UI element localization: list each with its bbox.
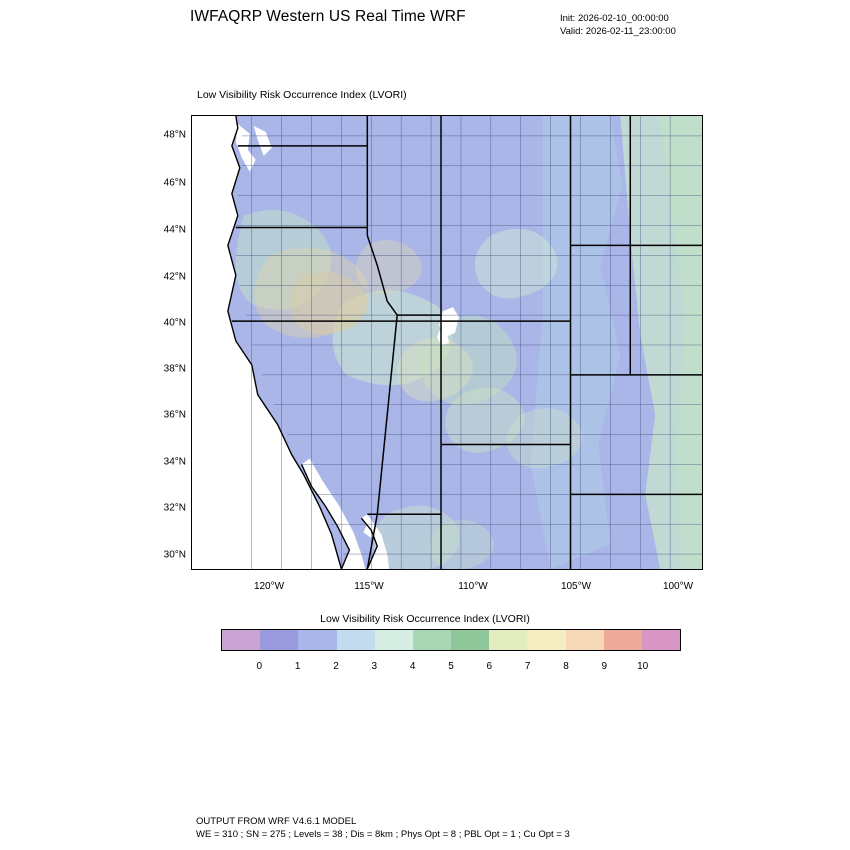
y-tick-label: 34°N <box>163 456 186 468</box>
colorbar-tick-label: 8 <box>563 661 569 672</box>
colorbar-cell <box>566 630 604 650</box>
y-tick-label: 32°N <box>163 502 186 514</box>
colorbar-cell <box>260 630 298 650</box>
colorbar-tick-label: 4 <box>409 661 416 672</box>
x-axis-ticks <box>191 575 703 599</box>
x-tick-label: 120°W <box>253 581 285 592</box>
colorbar-tick-label: 3 <box>371 661 378 672</box>
y-tick-label: 46°N <box>163 177 186 189</box>
colorbar-cell <box>642 630 680 650</box>
colorbar-tick-labels <box>221 655 681 675</box>
model-config-line: WE = 310 ; SN = 275 ; Levels = 38 ; Dis = 8km ; Phys Opt = 8 ; PBL Opt = 1 ; Cu Opt = 3 <box>196 829 570 840</box>
valid-time: Valid: 2026-02-11_23:00:00 <box>560 26 676 37</box>
y-axis-ticks <box>130 115 186 570</box>
x-tick-label: 100°W <box>662 581 694 592</box>
map-canvas <box>192 116 702 569</box>
y-tick-label: 38°N <box>163 363 186 375</box>
colorbar-tick-label: 0 <box>256 661 263 672</box>
y-tick-label: 42°N <box>163 271 186 283</box>
colorbar-cell <box>451 630 489 650</box>
map-plot-area <box>191 115 703 570</box>
init-time: Init: 2026-02-10_00:00:00 <box>560 13 669 24</box>
colorbar-tick-label: 1 <box>294 661 301 672</box>
model-version-line: OUTPUT FROM WRF V4.6.1 MODEL <box>196 816 357 827</box>
colorbar-tick-label: 2 <box>333 661 339 672</box>
colorbar-cell <box>337 630 375 650</box>
colorbar-tick-label: 10 <box>637 661 649 672</box>
y-tick-label: 48°N <box>163 129 186 141</box>
colorbar-cell <box>375 630 413 650</box>
colorbar-tick-label: 9 <box>601 661 608 672</box>
colorbar-cell <box>413 630 451 650</box>
colorbar-tick-label: 6 <box>486 661 493 672</box>
colorbar-title: Low Visibility Risk Occurrence Index (LVORI) <box>320 613 530 625</box>
colorbar <box>221 629 681 651</box>
y-tick-label: 44°N <box>163 224 186 236</box>
colorbar-tick-label: 5 <box>448 661 454 672</box>
colorbar-cell <box>527 630 565 650</box>
colorbar-cell <box>298 630 336 650</box>
x-tick-label: 110°W <box>458 581 488 592</box>
model-info <box>196 815 570 841</box>
x-tick-label: 105°W <box>560 581 592 592</box>
x-tick-label: 115°W <box>354 581 384 592</box>
plot-title: Low Visibility Risk Occurrence Index (LVORI) <box>197 89 407 101</box>
y-tick-label: 30°N <box>163 549 186 561</box>
run-info <box>560 12 676 38</box>
page-title: IWFAQRP Western US Real Time WRF <box>190 8 466 25</box>
colorbar-cell <box>489 630 527 650</box>
colorbar-cell <box>222 630 260 650</box>
y-tick-label: 40°N <box>163 317 186 329</box>
y-tick-label: 36°N <box>163 409 186 421</box>
colorbar-tick-label: 7 <box>524 661 531 672</box>
colorbar-cell <box>604 630 642 650</box>
